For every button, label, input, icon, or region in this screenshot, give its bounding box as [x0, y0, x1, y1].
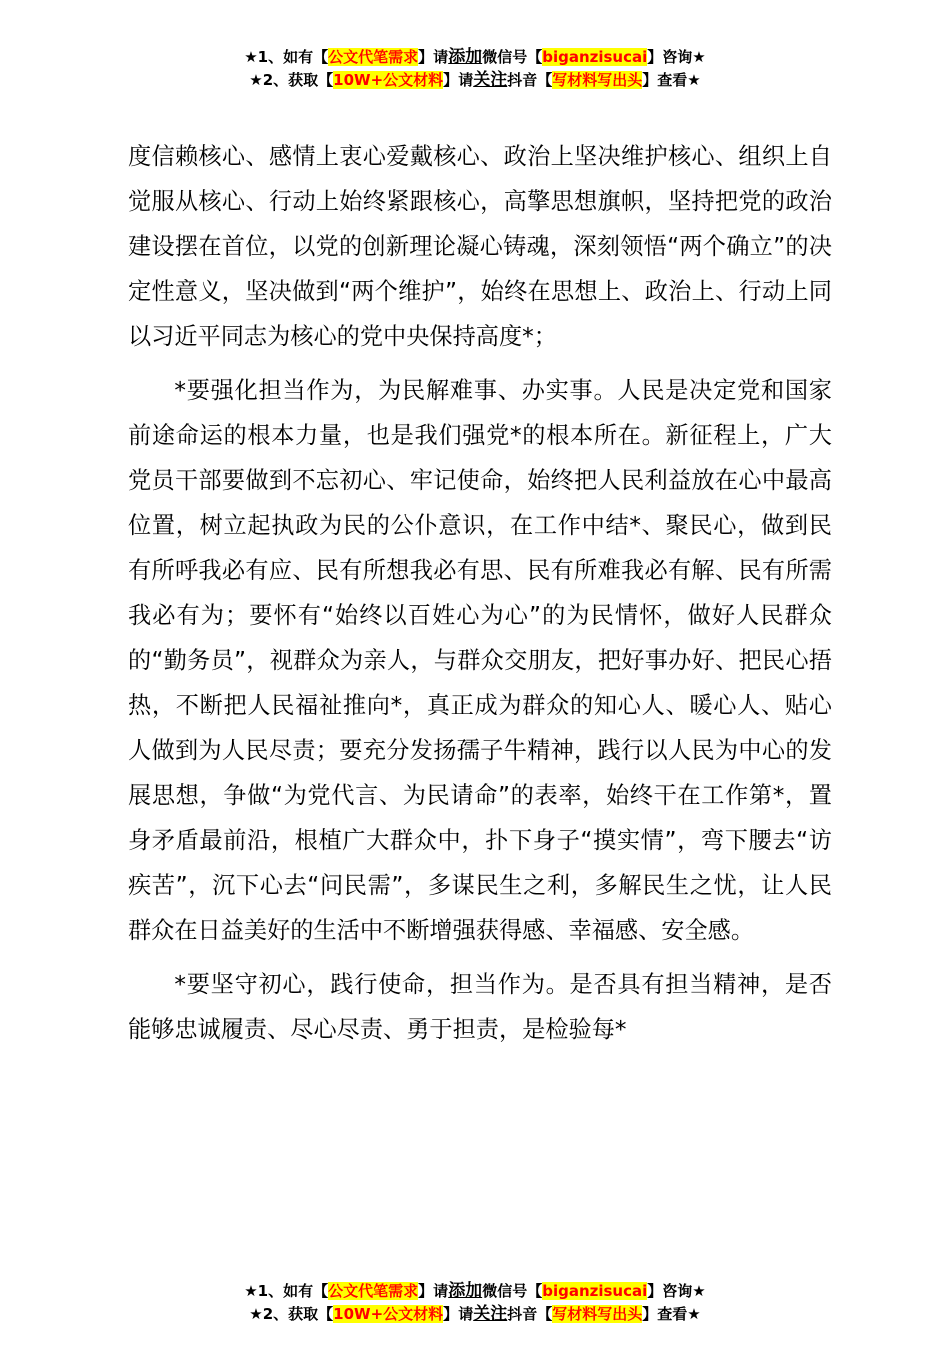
- bracket: 【: [527, 48, 543, 66]
- document-body: [128, 134, 832, 1061]
- banner-text: 咨询★: [662, 48, 706, 66]
- banner-text: 微信号: [482, 48, 528, 66]
- banner-text: 微信号: [482, 1282, 528, 1300]
- bracket: 】: [642, 1305, 658, 1323]
- highlight-wechat-id: biganzisucai: [542, 1282, 648, 1300]
- banner-text: 咨询★: [662, 1282, 706, 1300]
- header-banner: [0, 46, 950, 92]
- banner-text: 查看★: [657, 1305, 701, 1323]
- bracket: 】: [418, 1282, 434, 1300]
- bracket: 】: [443, 1305, 459, 1323]
- bracket: 【: [318, 71, 334, 89]
- bracket: 】: [418, 48, 434, 66]
- banner-text: 抖音: [507, 1305, 538, 1323]
- bracket: 【: [313, 48, 329, 66]
- banner-line-2: [0, 69, 950, 92]
- highlight-wechat-id: biganzisucai: [542, 48, 648, 66]
- banner-text: 请: [458, 71, 474, 89]
- banner-line-2: [0, 1303, 950, 1326]
- banner-text: 请: [433, 48, 449, 66]
- banner-text: 查看★: [657, 71, 701, 89]
- banner-text: 请: [458, 1305, 474, 1323]
- banner-text: 抖音: [507, 71, 538, 89]
- underlined-text: 添加: [448, 47, 483, 67]
- banner-text: ★2、获取: [249, 1305, 319, 1323]
- bracket: 【: [527, 1282, 543, 1300]
- highlight-douyin-id: 写材料写出头: [552, 71, 643, 89]
- banner-line-1: [0, 1280, 950, 1303]
- underlined-text: 关注: [473, 1304, 508, 1324]
- bracket: 【: [537, 1305, 553, 1323]
- paragraph: *要坚守初心，践行使命，担当作为。是否具有担当精神，是否能够忠诚履责、尽心尽责、勇于担责，是检验每*: [128, 971, 832, 1043]
- bracket: 】: [647, 48, 663, 66]
- paragraph: *要强化担当作为，为民解难事、办实事。人民是决定党和国家前途命运的根本力量，也是我们强党*的根本所在。新征程上，广大党员干部要做到不忘初心、牢记使命，始终把人民利益放在心中最高位置，树立起执政为民的公仆意识，在工作中结*、聚民心，做到民有所呼我必有应、民有所想我必有思、民有所难我必有解、民有所需我必有为；要怀有“始终以百姓心为心”的为民情怀，做好人民群众的“勤务员”，视群众为亲人，与群众交朋友，把好事办好、把民心捂热，不断把人民福祉推向*，真正成为群众的知心人、暖心人、贴心人做到为人民尽责；要充分发扬孺子牛精神，践行以人民为中心的发展思想，争做“为党代言、为民请命”的表率，始终干在工作第*，置身矛盾最前沿，根植广大群众中，扑下身子“摸实情”，弯下腰去“访疾苦”，沉下心去“问民需”，多谋民生之利，多解民生之忧，让人民群众在日益美好的生活中不断增强获得感、幸福感、安全感。: [128, 377, 832, 944]
- bracket: 】: [642, 71, 658, 89]
- underlined-text: 关注: [473, 70, 508, 90]
- highlight-service: 公文代笔需求: [328, 1282, 419, 1300]
- bracket: 【: [537, 71, 553, 89]
- banner-text: ★2、获取: [249, 71, 319, 89]
- underlined-text: 添加: [448, 1281, 483, 1301]
- bracket: 【: [313, 1282, 329, 1300]
- footer-banner: [0, 1280, 950, 1326]
- highlight-materials: 10W+公文材料: [333, 71, 444, 89]
- highlight-douyin-id: 写材料写出头: [552, 1305, 643, 1323]
- banner-text: ★1、如有: [244, 1282, 314, 1300]
- bracket: 【: [318, 1305, 334, 1323]
- bracket: 】: [443, 71, 459, 89]
- highlight-materials: 10W+公文材料: [333, 1305, 444, 1323]
- bracket: 】: [647, 1282, 663, 1300]
- paragraph-continued: 度信赖核心、感情上衷心爱戴核心、政治上坚决维护核心、组织上自觉服从核心、行动上始终紧跟核心，高擎思想旗帜，坚持把党的政治建设摆在首位，以党的创新理论凝心铸魂，深刻领悟“两个确立”的决定性意义，坚决做到“两个维护”，始终在思想上、政治上、行动上同以习近平同志为核心的党中央保持高度*；: [128, 143, 832, 350]
- banner-text: 请: [433, 1282, 449, 1300]
- banner-line-1: [0, 46, 950, 69]
- highlight-service: 公文代笔需求: [328, 48, 419, 66]
- banner-text: ★1、如有: [244, 48, 314, 66]
